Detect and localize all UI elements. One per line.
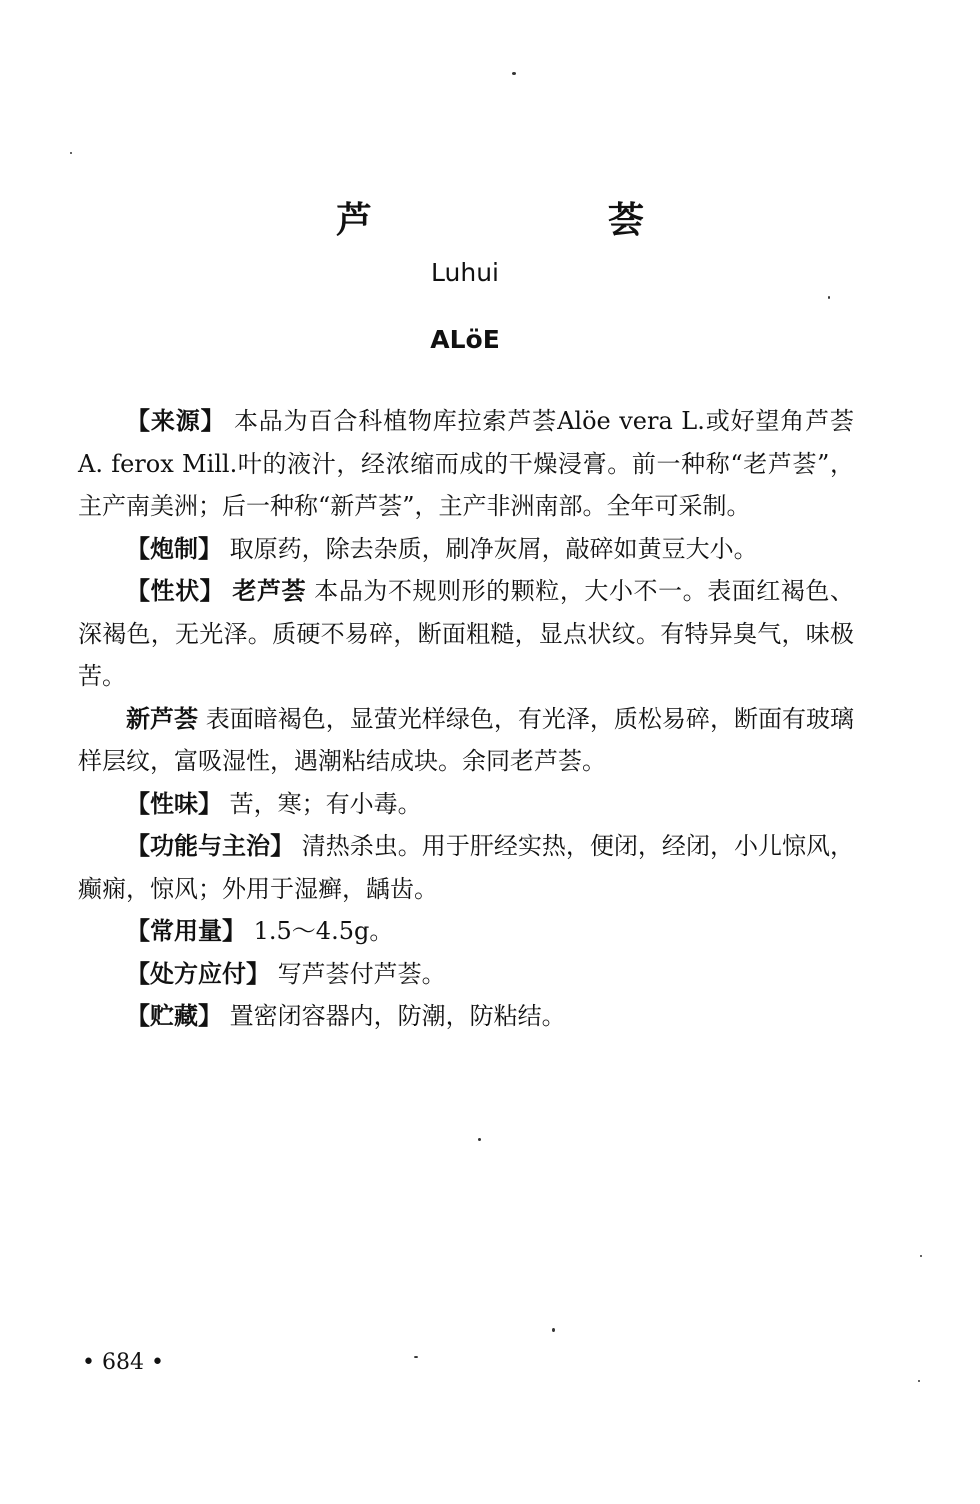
scan-speck	[920, 1255, 922, 1257]
scan-speck	[552, 1328, 555, 1332]
section-properties	[78, 570, 854, 698]
section-new-aloe	[78, 698, 854, 783]
section-function	[78, 825, 854, 910]
entry-body	[78, 400, 854, 1038]
section-text: 取原药，除去杂质，刷净灰屑，敲碎如黄豆大小。	[229, 534, 758, 563]
section-text: 1.5～4.5g。	[253, 917, 394, 945]
section-prescription	[78, 953, 854, 996]
entry-pinyin: Luhui	[431, 258, 499, 287]
section-dosage	[78, 910, 854, 953]
scan-speck	[828, 296, 830, 299]
scan-speck	[918, 1380, 920, 1382]
section-source	[78, 400, 854, 528]
section-text: 置密闭容器内，防潮，防粘结。	[229, 1002, 566, 1030]
section-label: 【性味】	[126, 789, 222, 818]
section-text: 本品为不规则形的颗粒，大小不一。表面红褐色、深褐色，无光泽。质硬不易碎，断面粗糙，显点状纹。有特异臭气，味极苦。	[78, 577, 854, 690]
section-label: 【炮制】	[126, 534, 222, 563]
section-text: 表面暗褐色，显萤光样绿色，有光泽，质松易碎，断面有玻璃样层纹，富吸湿性，遇潮粘结成块。余同老芦荟。	[78, 704, 855, 775]
section-taste	[78, 783, 854, 826]
section-label: 【处方应付】	[126, 959, 270, 988]
scan-speck	[512, 72, 516, 75]
scan-speck	[478, 1138, 481, 1141]
section-text: 苦，寒；有小毒。	[229, 789, 422, 818]
entry-latin-name: ALöE	[430, 325, 500, 354]
section-processing	[78, 528, 854, 571]
section-label: 【常用量】	[126, 917, 246, 945]
section-label: 【性状】	[126, 577, 225, 605]
scan-speck	[70, 152, 72, 154]
sub-label: 老芦荟	[232, 577, 307, 605]
section-storage	[78, 995, 854, 1038]
sub-label: 新芦荟	[126, 704, 199, 733]
section-text: 写芦荟付芦荟。	[277, 959, 446, 988]
page-number: • 684 •	[82, 1350, 164, 1375]
entry-title: 芦 荟	[335, 200, 744, 241]
section-label: 【功能与主治】	[126, 832, 295, 860]
section-label: 【贮藏】	[126, 1002, 222, 1030]
section-text: 清热杀虫。用于肝经实热，便闭，经闭，小儿惊风，癫痫，惊风；外用于湿癣，龋齿。	[78, 832, 855, 903]
section-text: 本品为百合科植物库拉索芦荟Alöe vera L.或好望角芦荟 A. ferox Mill.叶的液汁，经浓缩而成的干燥浸膏。前一种称“老芦荟”，主产南美洲；后一种称“新芦荟”，主产非洲南部。全年可采制。	[78, 407, 854, 520]
scan-speck	[414, 1356, 418, 1358]
section-label: 【来源】	[126, 407, 226, 435]
